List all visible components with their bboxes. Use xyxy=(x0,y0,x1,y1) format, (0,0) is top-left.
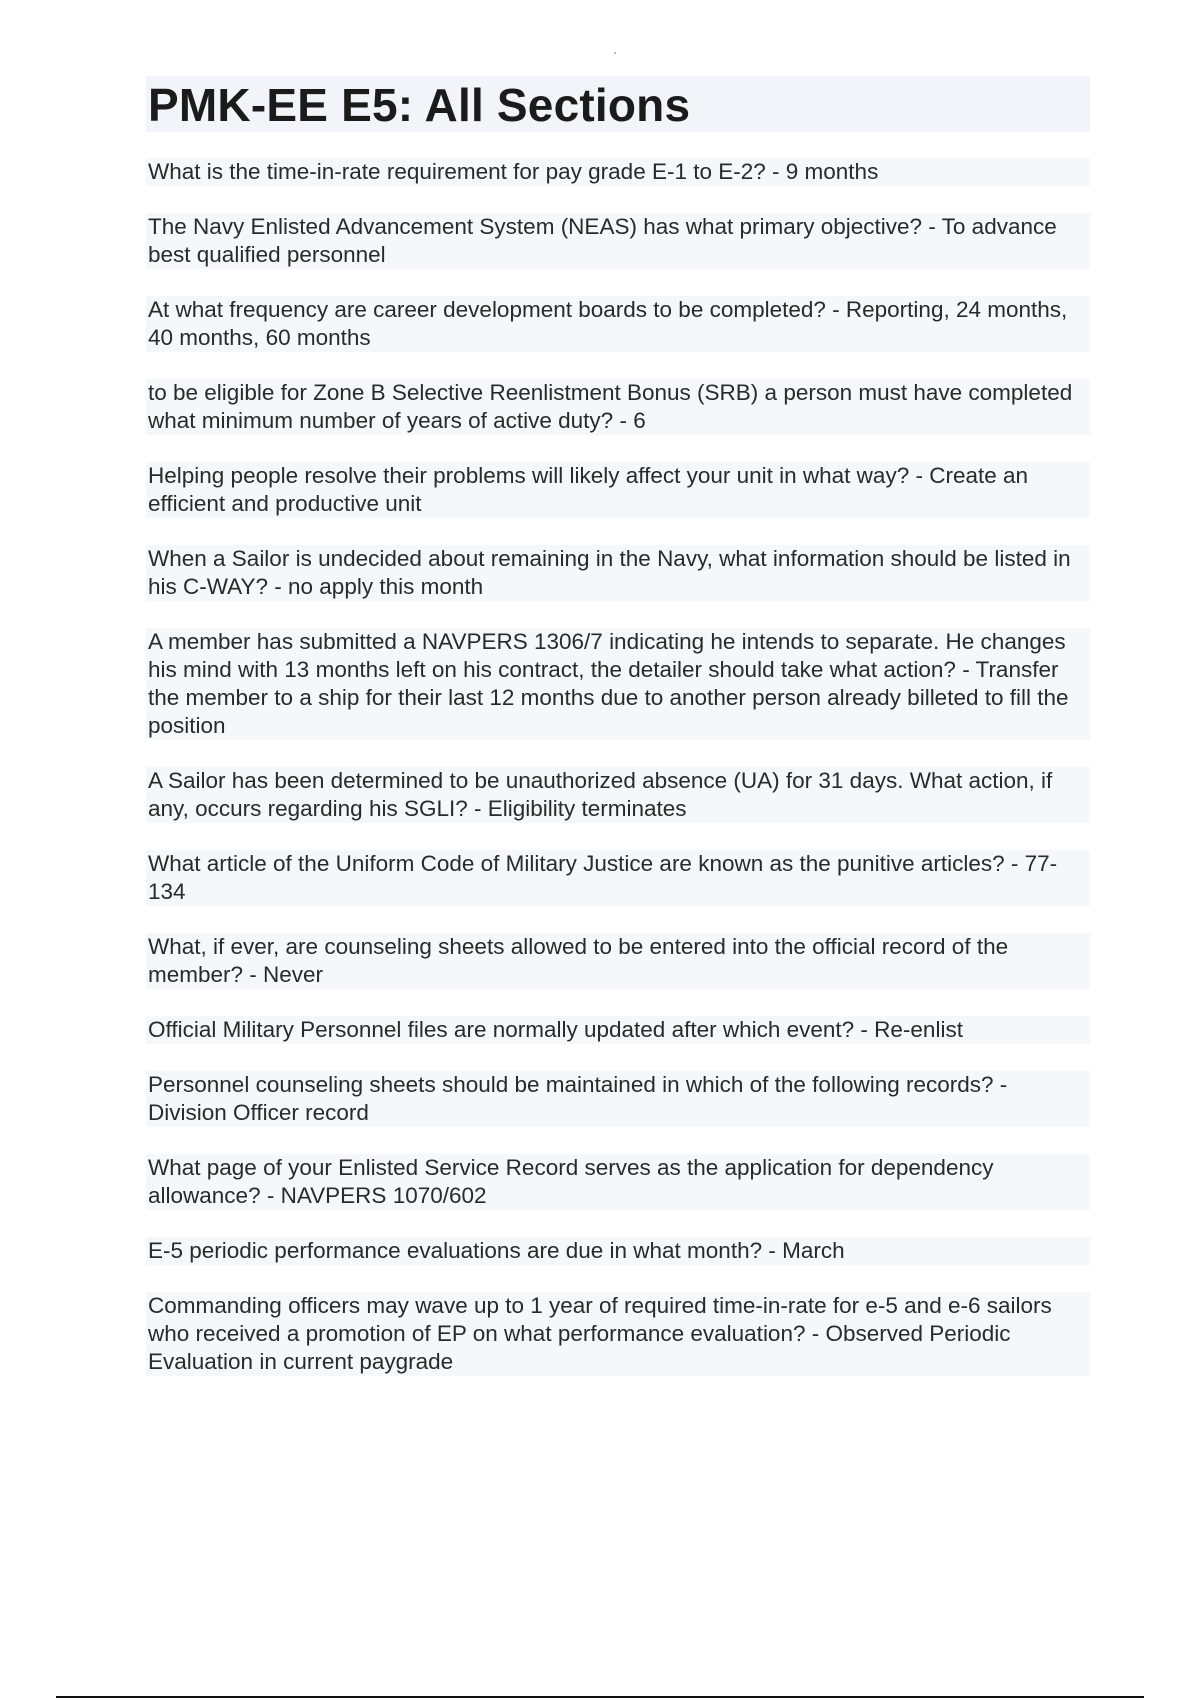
page-mark xyxy=(614,52,616,54)
page-title: PMK-EE E5: All Sections xyxy=(148,79,691,131)
qa-item: E-5 periodic performance evaluations are due in what month? - March xyxy=(146,1237,1090,1265)
qa-item: When a Sailor is undecided about remaining in the Navy, what information should be listed in his C-WAY? - no apply this month xyxy=(146,545,1090,601)
qa-item: What article of the Uniform Code of Military Justice are known as the punitive articles? - 77-134 xyxy=(146,850,1090,906)
qa-item: Official Military Personnel files are normally updated after which event? - Re-enlist xyxy=(146,1016,1090,1044)
qa-item: Commanding officers may wave up to 1 year of required time-in-rate for e-5 and e-6 sailors who received a promotion of EP on what performance evaluation? - Observed Periodic Evaluation in current paygrade xyxy=(146,1292,1090,1376)
qa-item: What, if ever, are counseling sheets allowed to be entered into the official record of the member? - Never xyxy=(146,933,1090,989)
qa-item: to be eligible for Zone B Selective Reenlistment Bonus (SRB) a person must have completed what minimum number of years of active duty? - 6 xyxy=(146,379,1090,435)
qa-item: Helping people resolve their problems will likely affect your unit in what way? - Create an efficient and productive unit xyxy=(146,462,1090,518)
qa-list xyxy=(146,158,1090,1403)
qa-item: The Navy Enlisted Advancement System (NEAS) has what primary objective? - To advance best qualified personnel xyxy=(146,213,1090,269)
qa-item: Personnel counseling sheets should be maintained in which of the following records? - Division Officer record xyxy=(146,1071,1090,1127)
qa-item: What is the time-in-rate requirement for pay grade E-1 to E-2? - 9 months xyxy=(146,158,1090,186)
qa-item: At what frequency are career development boards to be completed? - Reporting, 24 months, 40 months, 60 months xyxy=(146,296,1090,352)
qa-item: What page of your Enlisted Service Record serves as the application for dependency allowance? - NAVPERS 1070/602 xyxy=(146,1154,1090,1210)
qa-item: A Sailor has been determined to be unauthorized absence (UA) for 31 days. What action, if any, occurs regarding his SGLI? - Eligibility terminates xyxy=(146,767,1090,823)
footer-divider xyxy=(56,1696,1144,1698)
qa-item: A member has submitted a NAVPERS 1306/7 indicating he intends to separate. He changes his mind with 13 months left on his contract, the detailer should take what action? - Transfer the member to a ship for their last 12 months due to another person already billeted to fill the position xyxy=(146,628,1090,740)
